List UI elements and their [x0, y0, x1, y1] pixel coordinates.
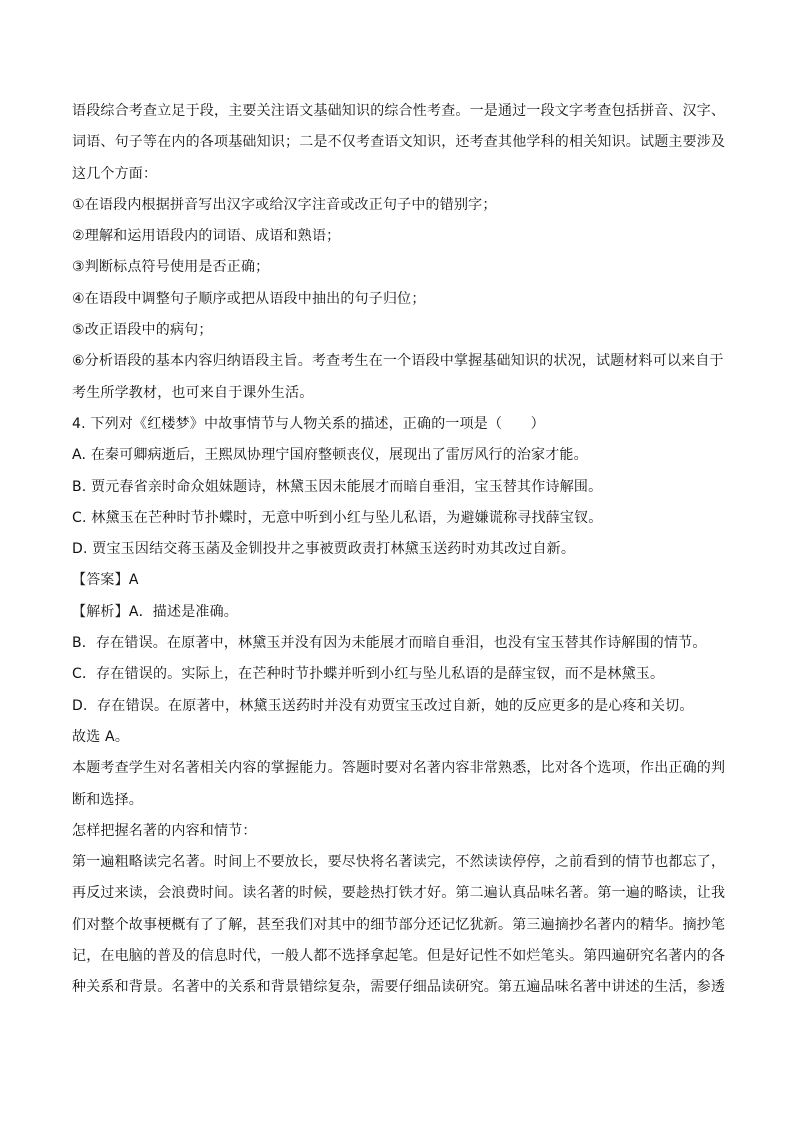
analysis-choice: 故选 A。	[72, 728, 130, 745]
analysis-label: 【解析】	[72, 603, 129, 620]
answer-label: 【答案】	[72, 572, 129, 589]
document-page	[72, 96, 726, 1004]
analysis-line-b: B．存在错误。在原著中，林黛玉并没有因为未能展才而暗自垂泪，也没有宝玉替其作诗解围的情节。	[72, 635, 707, 652]
method-line-1: 第一遍粗略读完名著。时间上不要放长，要尽快将名著读完，不然读读停停，之前看到的情节也都忘了，	[72, 854, 726, 871]
analysis-summary-1: 本题考查学生对名著相关内容的掌握能力。答题时要对名著内容非常熟悉，比对各个选项，作出正确的判	[72, 760, 726, 777]
intro-item-1: ①在语段内根据拼音写出汉字或给汉字注音或改正句子中的错别字；	[72, 196, 497, 213]
method-line-2: 再反过来读，会浪费时间。读名著的时候，要趁热打铁才好。第二遍认真品味名著。第一遍的略读，让我	[72, 885, 726, 902]
intro-item-3: ③判断标点符号使用是否正确；	[72, 259, 270, 276]
analysis-a: A．描述是准确。	[128, 603, 238, 620]
question-stem: 4. 下列对《红楼梦》中故事情节与人物关系的描述，正确的一项是（ ）	[72, 415, 545, 432]
method-line-5: 种关系和背景。名著中的关系和背景错综复杂，需要仔细品读研究。第五遍品味名著中讲述的生活，参透	[72, 979, 726, 996]
intro-item-6-cont: 考生所学教材，也可来自于课外生活。	[72, 384, 314, 401]
intro-line-2: 词语、句子等在内的各项基础知识；二是不仅考查语文知识，还考查其他学科的相关知识。试题主要涉及	[72, 134, 726, 151]
intro-line-3: 这几个方面：	[72, 165, 158, 182]
intro-item-5: ⑤改正语段中的病句；	[72, 322, 213, 339]
option-b: B. 贾元春省亲时命众姐妹题诗，林黛玉因未能展才而暗自垂泪，宝玉替其作诗解围。	[72, 478, 603, 495]
intro-line-1: 语段综合考查立足于段，主要关注语文基础知识的综合性考查。一是通过一段文字考查包括拼音、汉字、	[72, 103, 726, 119]
analysis-line-a	[72, 597, 722, 628]
answer-line	[72, 565, 722, 596]
intro-item-6: ⑥分析语段的基本内容归纳语段主旨。考查考生在一个语段中掌握基础知识的状况，试题材料可以来自于	[72, 353, 724, 370]
method-heading: 怎样把握名著的内容和情节：	[72, 822, 257, 839]
option-c: C. 林黛玉在芒种时节扑蝶时，无意中听到小红与坠儿私语，为避嫌谎称寻找薛宝钗。	[72, 509, 603, 526]
option-a: A. 在秦可卿病逝后，王熙凤协理宁国府整顿丧仪，展现出了雷厉风行的治家才能。	[72, 447, 588, 464]
answer-value: A	[128, 572, 139, 589]
method-line-4: 记，在电脑的普及的信息时代，一般人都不选择拿起笔。但是好记性不如烂笔头。第四遍研究名著内的各	[72, 948, 726, 965]
analysis-line-c: C．存在错误的。实际上，在芒种时节扑蝶并听到小红与坠儿私语的是薛宝钗，而不是林黛玉。	[72, 666, 665, 683]
option-d: D. 贾宝玉因结交蒋玉菡及金钏投井之事被贾政责打林黛玉送药时劝其改过自新。	[72, 541, 576, 558]
intro-item-2: ②理解和运用语段内的词语、成语和熟语；	[72, 228, 341, 245]
method-line-3: 们对整个故事梗概有了了解，甚至我们对其中的细节部分还记忆犹新。第三遍摘抄名著内的精华。摘抄笔	[72, 916, 726, 933]
analysis-summary-2: 断和选择。	[72, 791, 143, 808]
intro-item-4: ④在语段中调整句子顺序或把从语段中抽出的句子归位；	[72, 290, 426, 307]
analysis-line-d: D．存在错误。在原著中，林黛玉送药时并没有劝贾宝玉改过自新，她的反应更多的是心疼和关切。	[72, 697, 694, 714]
